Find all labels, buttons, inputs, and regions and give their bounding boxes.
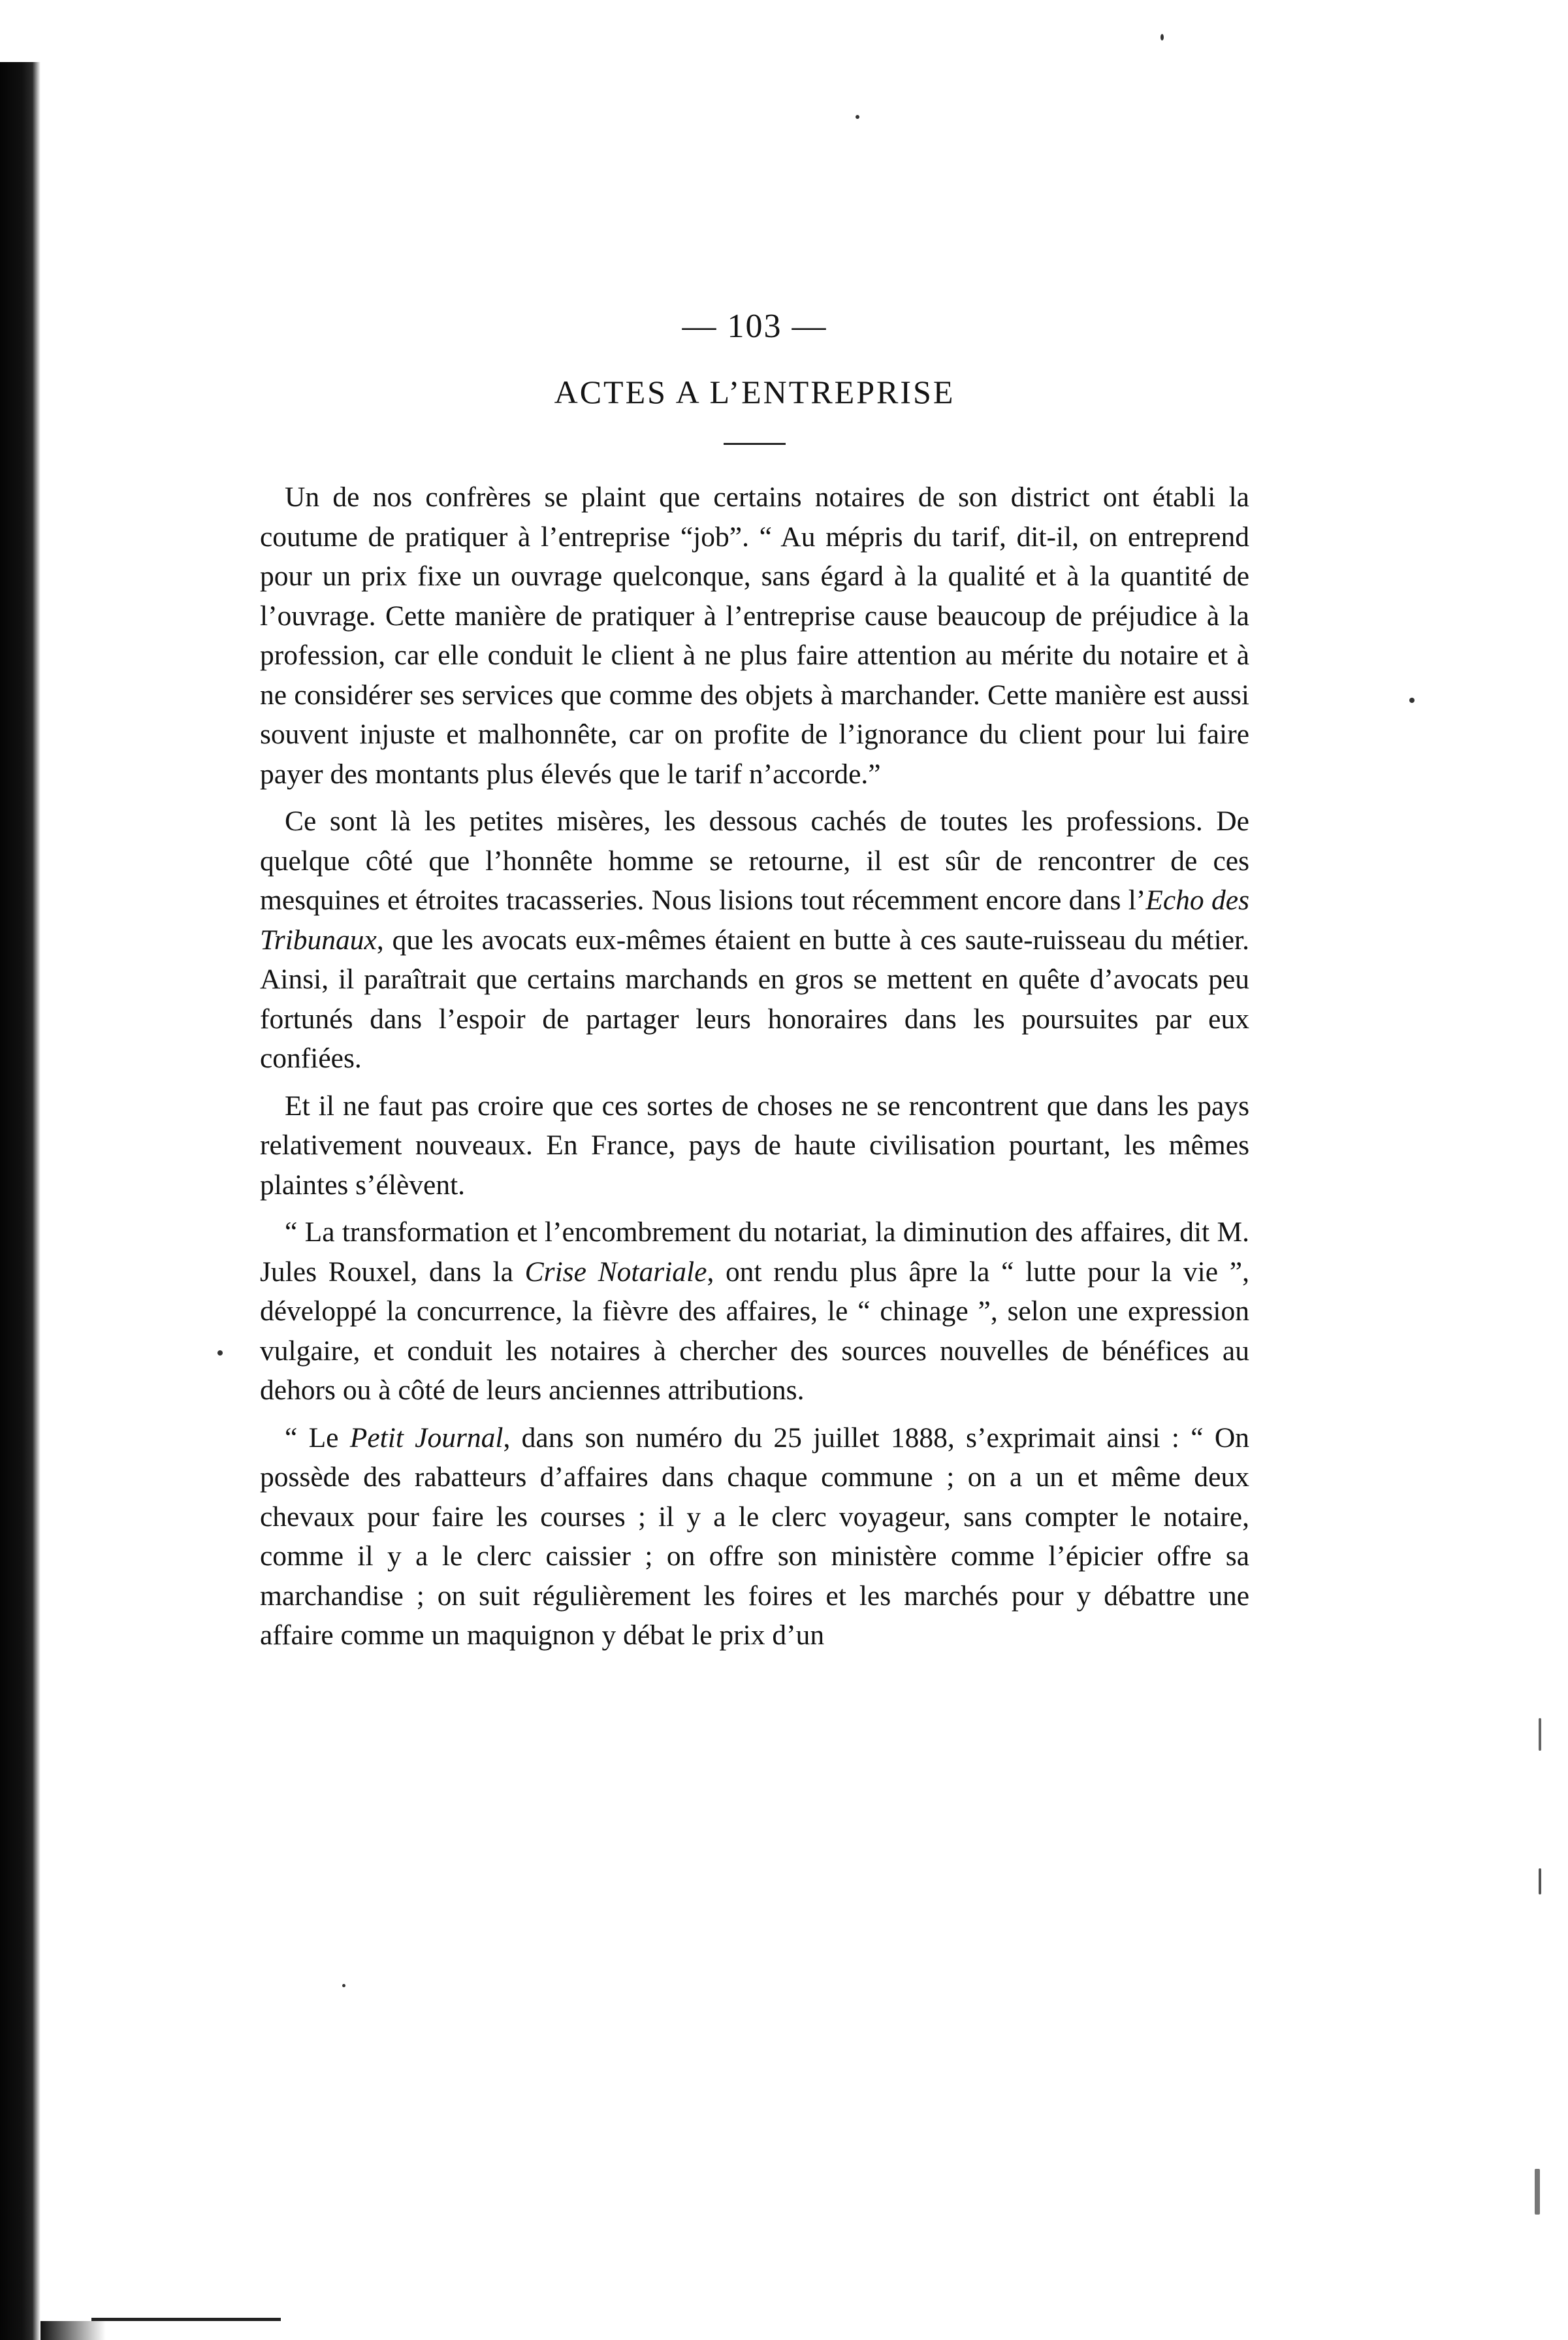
paragraph-5-text-end: , dans son numéro du 25 juillet 1888, s’exprimait ainsi : “ On possède des rabatteurs d’affaires dans chaque commune ; on a un et même deux chevaux pour faire les courses ; il y a le clerc voyageur, sans compter le notaire, comme il y a le clerc caissier ; on offre son ministère comme l’épicier offre sa marchandise ; on suit régulièrement les foires et les marchés pour y débattre une affaire comme un maquignon y débat le prix d’un: [260, 1422, 1250, 1651]
book-page: [260, 307, 1249, 1663]
paragraph-4-text: “ La transformation et l’encombrement du notariat, la diminution des affaires, dit M. Jules Rouxel, dans la: [260, 1216, 1249, 1288]
book-spine-foot-shadow: [40, 2321, 106, 2340]
paragraph-5-italic: Petit Journal: [349, 1422, 504, 1454]
scan-speck: [1539, 1868, 1541, 1894]
paragraph-2: [260, 802, 1249, 1079]
scan-speck: [217, 1350, 223, 1356]
scan-speck: [1160, 34, 1164, 41]
scan-bottom-edge-line: [91, 2318, 281, 2321]
paragraph-2-text: Ce sont là les petites misères, les dessous cachés de toutes les professions. De quelque côté que l’honnête homme se retourne, il est sûr de rencontrer de ces mesquines et étroites tracasseries. Nous lisions tout récemment encore dans l’: [260, 805, 1249, 916]
paragraph-4-italic: Crise Notariale: [524, 1256, 707, 1288]
scan-speck: [1539, 1718, 1541, 1751]
scan-speck: [342, 1984, 345, 1987]
paragraph-1: Un de nos confrères se plaint que certains notaires de son district ont établi la coutume de pratiquer à l’entreprise “job”. “ Au mépris du tarif, dit-il, on entreprend pour un prix fixe un ouvrage quelconque, sans égard à la qualité et à la quantité de l’ouvrage. Cette manière de pratiquer à l’entreprise cause beaucoup de préjudice à la profession, car elle conduit le client à ne plus faire attention au mérite du notaire et à ne considérer ses services que comme des objets à marchander. Cette manière est aussi souvent injuste et malhonnête, car on profite de l’ignorance du client pour lui faire payer des montants plus élevés que le tarif n’accorde.”: [260, 481, 1249, 790]
scan-speck: [1409, 698, 1415, 703]
scan-speck: [1535, 2169, 1540, 2215]
paragraph-5-text: “ Le: [285, 1422, 350, 1454]
paragraph-2-italic: Echo des Tribunaux: [260, 885, 1249, 956]
paragraph-3: Et il ne faut pas croire que ces sortes de choses ne se rencontrent que dans les pays relativement nouveaux. En France, pays de haute civilisation pourtant, les mêmes plaintes s’élèvent.: [260, 1090, 1249, 1201]
paragraph-4: [260, 1212, 1249, 1410]
scan-speck: [856, 115, 859, 119]
page-title: ACTES A L’ENTREPRISE: [554, 374, 955, 410]
paragraph-2-text-end: , que les avocats eux-mêmes étaient en butte à ces saute-ruisseau du métier. Ainsi, il paraîtrait que certains marchands en gros se mettent en quête d’avocats peu fortunés dans l’espoir de partager leurs honoraires dans les poursuites par eux confiées.: [260, 924, 1249, 1074]
page-number: — 103 —: [682, 308, 827, 345]
paragraph-5: [260, 1418, 1249, 1655]
paragraph-4-text-end: , ont rendu plus âpre la “ lutte pour la vie ”, développé la concurrence, la fièvre des affaires, le “ chinage ”, selon une expression vulgaire, et conduit les notaires à chercher des sources nouvelles de bénéfices au dehors ou à côté de leurs anciennes attributions.: [260, 1256, 1249, 1406]
book-spine-shadow: [0, 62, 40, 2340]
title-rule: [724, 443, 786, 445]
